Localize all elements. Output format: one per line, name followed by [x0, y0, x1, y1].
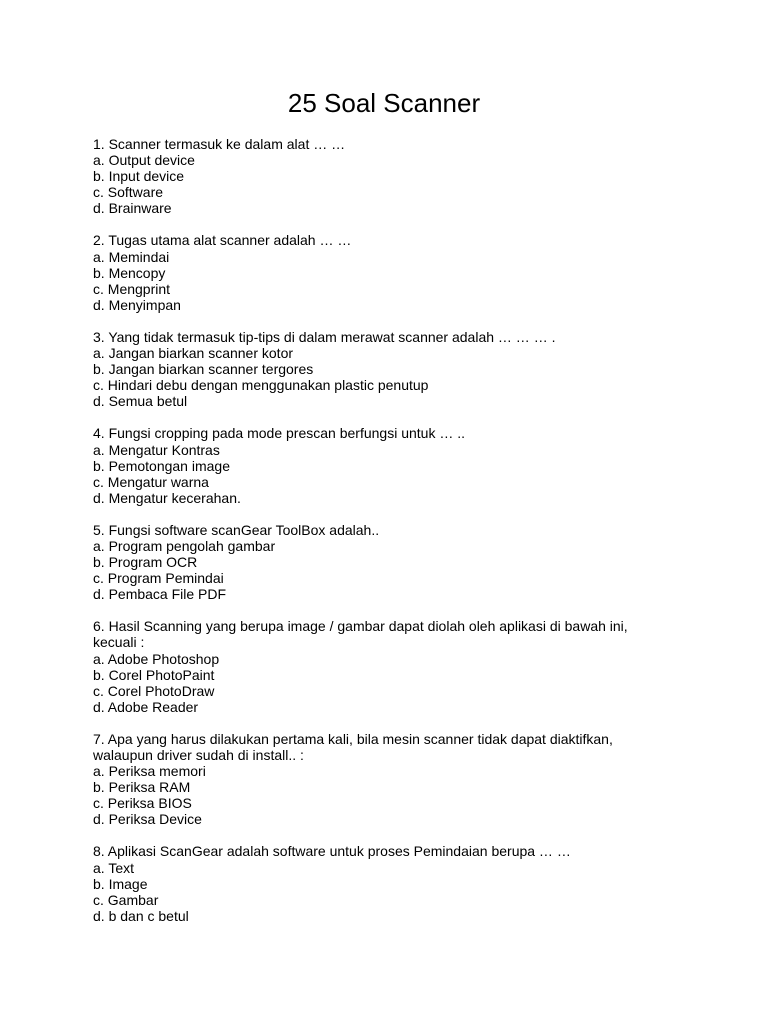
question-block	[93, 425, 693, 505]
answer-option: c. Mengprint	[93, 280, 171, 297]
answer-option: d. Semua betul	[93, 393, 188, 410]
question-text: kecuali :	[93, 634, 145, 651]
answer-option: b. Mencopy	[93, 264, 166, 281]
question-text: 7. Apa yang harus dilakukan pertama kali, bila mesin scanner tidak dapat diaktifkan,	[93, 730, 613, 747]
answer-option: c. Software	[93, 184, 164, 201]
question-block	[93, 136, 693, 216]
answer-option: a. Periksa memori	[93, 763, 206, 780]
answer-option: a. Program pengolah gambar	[93, 537, 276, 554]
question-list	[93, 136, 693, 940]
question-block	[93, 731, 693, 828]
answer-option: a. Memindai	[93, 248, 170, 265]
question-block	[93, 843, 693, 923]
question-block	[93, 522, 693, 602]
answer-option: b. Corel PhotoPaint	[93, 666, 215, 683]
question-text: walaupun driver sudah di install.. :	[93, 747, 304, 763]
answer-option: d. Menyimpan	[93, 296, 181, 313]
question-text: 4. Fungsi cropping pada mode prescan berfungsi untuk … ..	[93, 425, 465, 442]
answer-option: b. Image	[93, 875, 148, 892]
question-text: 5. Fungsi software scanGear ToolBox adalah..	[93, 521, 380, 538]
answer-option: c. Mengatur warna	[93, 473, 209, 490]
question-block	[93, 329, 693, 409]
answer-option: c. Corel PhotoDraw	[93, 682, 215, 699]
question-text: 3. Yang tidak termasuk tip-tips di dalam merawat scanner adalah … … … .	[93, 328, 556, 345]
answer-option: d. b dan c betul	[93, 907, 189, 924]
answer-option: d. Pembaca File PDF	[93, 586, 227, 603]
answer-option: d. Mengatur kecerahan.	[93, 489, 241, 506]
answer-option: c. Gambar	[93, 891, 159, 908]
answer-option: b. Periksa RAM	[93, 779, 191, 796]
answer-option: b. Program OCR	[93, 554, 198, 571]
answer-option: a. Jangan biarkan scanner kotor	[93, 345, 294, 362]
answer-option: b. Input device	[93, 168, 185, 185]
answer-option: b. Jangan biarkan scanner tergores	[93, 361, 314, 378]
question-text: 2. Tugas utama alat scanner adalah … …	[93, 232, 352, 249]
question-block	[93, 232, 693, 312]
answer-option: d. Adobe Reader	[93, 698, 199, 715]
answer-option: c. Hindari debu dengan menggunakan plastic penutup	[93, 377, 429, 394]
answer-option: d. Brainware	[93, 200, 172, 217]
question-text: 1. Scanner termasuk ke dalam alat … …	[93, 136, 346, 152]
question-block	[93, 618, 693, 715]
answer-option: b. Pemotongan image	[93, 457, 230, 474]
answer-option: c. Periksa BIOS	[93, 795, 192, 812]
answer-option: a. Mengatur Kontras	[93, 441, 220, 458]
answer-option: c. Program Pemindai	[93, 570, 224, 587]
answer-option: d. Periksa Device	[93, 811, 202, 828]
answer-option: a. Output device	[93, 152, 195, 169]
question-text: 8. Aplikasi ScanGear adalah software untuk proses Pemindaian berupa … …	[93, 843, 571, 860]
answer-option: a. Adobe Photoshop	[93, 650, 220, 667]
document-title: 25 Soal Scanner	[287, 88, 481, 118]
answer-option: a. Text	[93, 859, 134, 876]
question-text: 6. Hasil Scanning yang berupa image / gambar dapat diolah oleh aplikasi di bawah ini,	[93, 618, 628, 635]
